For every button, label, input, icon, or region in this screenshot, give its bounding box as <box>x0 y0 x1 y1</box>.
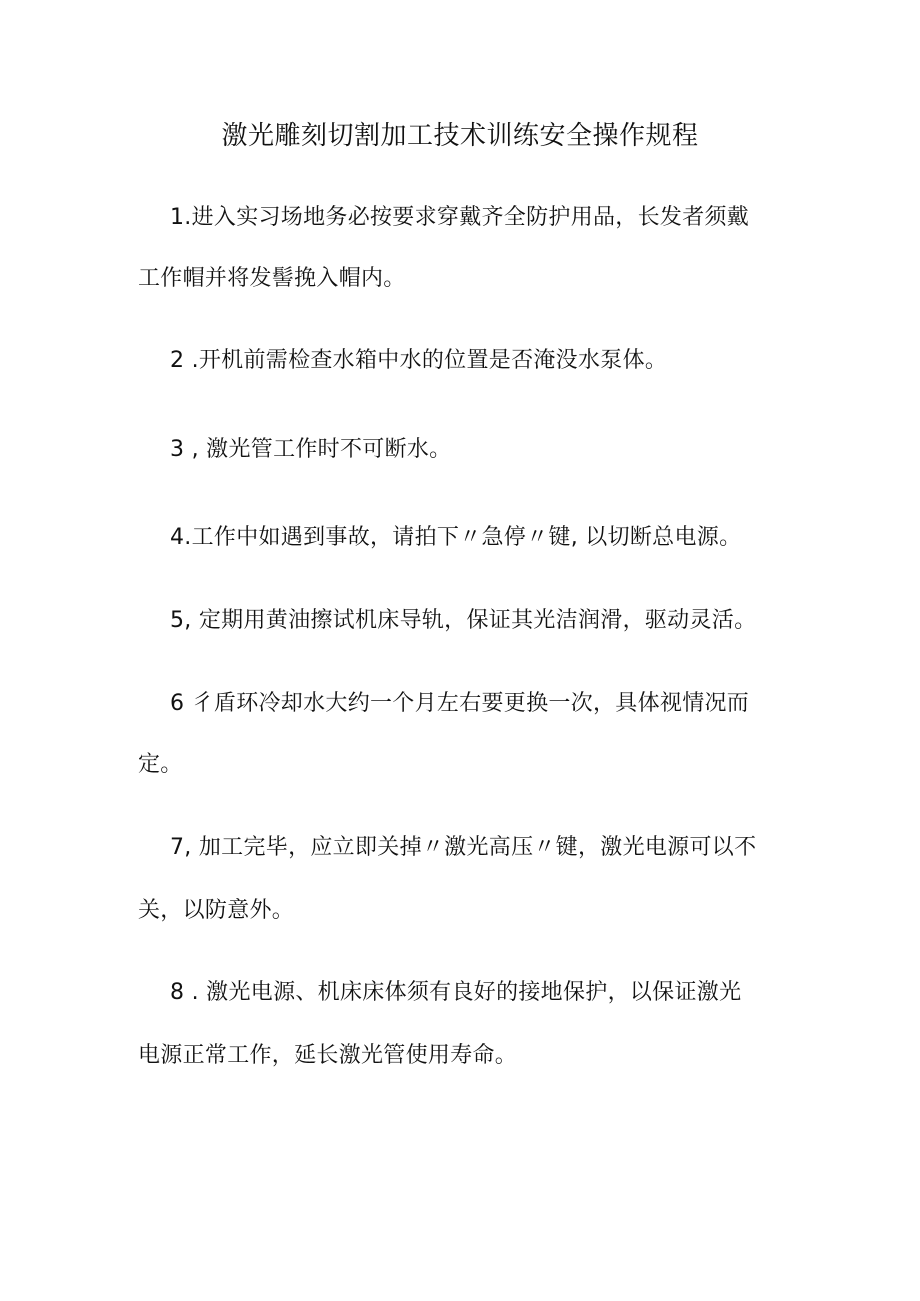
item-6-line-1: 6 彳盾环冷却水大约一个月左右要更换一次，具体视情况而 <box>170 691 750 716</box>
item-6-line-2: 定。 <box>138 752 183 777</box>
item-5-line-1: 5, 定期用黄油擦试机床导轨，保证其光洁润滑，驱动灵活。 <box>170 608 757 633</box>
item-8-line-1: 8 . 激光电源、机床床体须有良好的接地保护，以保证激光 <box>170 980 742 1005</box>
item-2-line-1: 2 .开机前需检查水箱中水的位置是否淹没水泵体。 <box>170 348 668 373</box>
item-1-line-2: 工作帽并将发髻挽入帽内。 <box>138 266 406 291</box>
item-4-line-1: 4.工作中如遇到事故，请拍下〃急停〃键, 以切断总电源。 <box>170 525 742 550</box>
item-7-line-2: 关，以防意外。 <box>138 898 295 923</box>
item-8-line-2: 电源正常工作，延长激光管使用寿命。 <box>138 1043 518 1068</box>
item-7-line-1: 7, 加工完毕，应立即关掉〃激光高压〃键，激光电源可以不 <box>170 835 757 860</box>
item-1-line-1: 1.进入实习场地务必按要求穿戴齐全防护用品，长发者须戴 <box>170 205 750 230</box>
page-title: 激光雕刻切割加工技术训练安全操作规程 <box>221 121 699 151</box>
item-3-line-1: 3 , 激光管工作时不可断水。 <box>170 437 452 462</box>
